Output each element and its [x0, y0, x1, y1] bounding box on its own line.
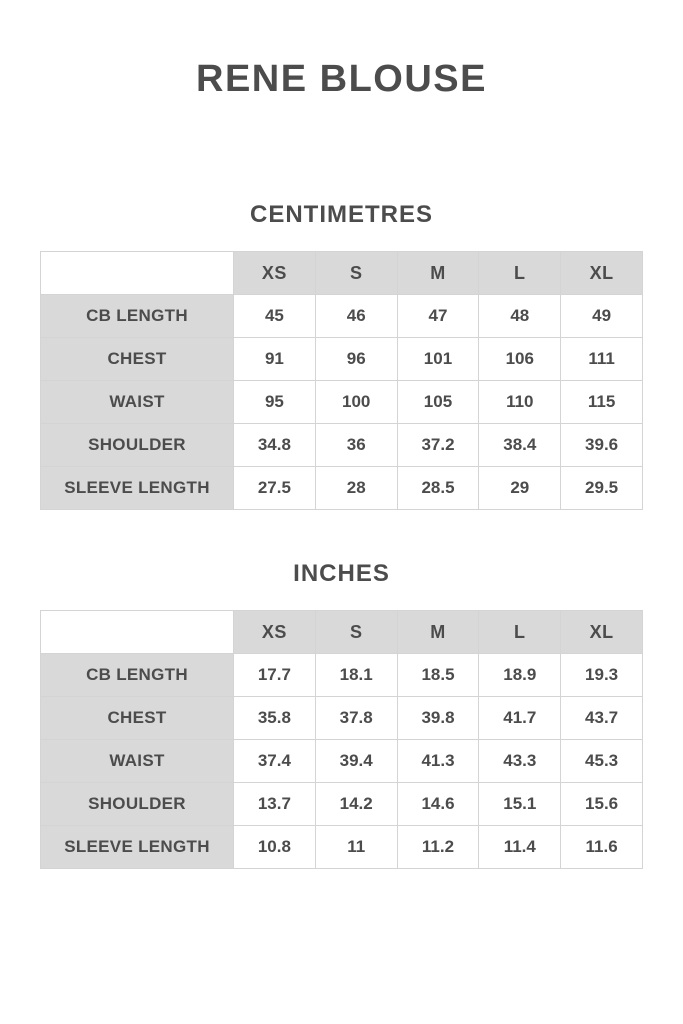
corner-cell: [41, 611, 234, 654]
cell-value: 91: [234, 338, 316, 381]
cell-value: 39.6: [561, 424, 643, 467]
cell-value: 14.6: [397, 783, 479, 826]
row-label: WAIST: [41, 381, 234, 424]
cell-value: 18.5: [397, 654, 479, 697]
cell-value: 95: [234, 381, 316, 424]
inches-table: [40, 610, 643, 869]
cell-value: 46: [315, 295, 397, 338]
cell-value: 48: [479, 295, 561, 338]
cell-value: 29.5: [561, 467, 643, 510]
column-header-m: M: [397, 252, 479, 295]
row-label: CB LENGTH: [41, 654, 234, 697]
cell-value: 96: [315, 338, 397, 381]
cell-value: 37.2: [397, 424, 479, 467]
row-label: SHOULDER: [41, 424, 234, 467]
column-header-xl: XL: [561, 252, 643, 295]
column-header-l: L: [479, 252, 561, 295]
cell-value: 39.4: [315, 740, 397, 783]
cell-value: 34.8: [234, 424, 316, 467]
inches-section: [20, 510, 663, 869]
table-header-row: [41, 611, 643, 654]
inches-table-head: [41, 611, 643, 654]
cell-value: 11.4: [479, 826, 561, 869]
cell-value: 37.4: [234, 740, 316, 783]
cell-value: 47: [397, 295, 479, 338]
cell-value: 37.8: [315, 697, 397, 740]
table-row: [41, 295, 643, 338]
cell-value: 13.7: [234, 783, 316, 826]
column-header-m: M: [397, 611, 479, 654]
centimetres-table-head: [41, 252, 643, 295]
cell-value: 11.2: [397, 826, 479, 869]
cell-value: 11.6: [561, 826, 643, 869]
cell-value: 29: [479, 467, 561, 510]
cell-value: 38.4: [479, 424, 561, 467]
cell-value: 105: [397, 381, 479, 424]
cell-value: 106: [479, 338, 561, 381]
cell-value: 28.5: [397, 467, 479, 510]
table-row: [41, 697, 643, 740]
row-label: WAIST: [41, 740, 234, 783]
column-header-xs: XS: [234, 611, 316, 654]
cell-value: 14.2: [315, 783, 397, 826]
cell-value: 15.6: [561, 783, 643, 826]
corner-cell: [41, 252, 234, 295]
cell-value: 10.8: [234, 826, 316, 869]
centimetres-table-body: [41, 295, 643, 510]
cell-value: 35.8: [234, 697, 316, 740]
centimetres-heading: CENTIMETRES: [249, 201, 433, 228]
cell-value: 15.1: [479, 783, 561, 826]
row-label: SHOULDER: [41, 783, 234, 826]
centimetres-section: [20, 101, 663, 510]
cell-value: 19.3: [561, 654, 643, 697]
cell-value: 17.7: [234, 654, 316, 697]
centimetres-table: [40, 251, 643, 510]
column-header-l: L: [479, 611, 561, 654]
cell-value: 101: [397, 338, 479, 381]
cell-value: 45: [234, 295, 316, 338]
table-header-row: [41, 252, 643, 295]
table-row: [41, 338, 643, 381]
cell-value: 110: [479, 381, 561, 424]
row-label: CB LENGTH: [41, 295, 234, 338]
cell-value: 49: [561, 295, 643, 338]
table-row: [41, 424, 643, 467]
row-label: CHEST: [41, 697, 234, 740]
cell-value: 36: [315, 424, 397, 467]
cell-value: 115: [561, 381, 643, 424]
table-row: [41, 467, 643, 510]
table-row: [41, 783, 643, 826]
inches-heading: INCHES: [293, 560, 390, 587]
cell-value: 43.3: [479, 740, 561, 783]
row-label: CHEST: [41, 338, 234, 381]
page-title: RENE BLOUSE: [196, 58, 487, 100]
column-header-xl: XL: [561, 611, 643, 654]
column-header-xs: XS: [234, 252, 316, 295]
cell-value: 43.7: [561, 697, 643, 740]
table-row: [41, 826, 643, 869]
row-label: SLEEVE LENGTH: [41, 467, 234, 510]
cell-value: 41.3: [397, 740, 479, 783]
cell-value: 11: [315, 826, 397, 869]
cell-value: 28: [315, 467, 397, 510]
cell-value: 100: [315, 381, 397, 424]
table-row: [41, 381, 643, 424]
table-row: [41, 740, 643, 783]
inches-table-body: [41, 654, 643, 869]
cell-value: 27.5: [234, 467, 316, 510]
cell-value: 41.7: [479, 697, 561, 740]
column-header-s: S: [315, 611, 397, 654]
column-header-s: S: [315, 252, 397, 295]
cell-value: 39.8: [397, 697, 479, 740]
table-row: [41, 654, 643, 697]
cell-value: 45.3: [561, 740, 643, 783]
cell-value: 18.1: [315, 654, 397, 697]
cell-value: 111: [561, 338, 643, 381]
cell-value: 18.9: [479, 654, 561, 697]
row-label: SLEEVE LENGTH: [41, 826, 234, 869]
